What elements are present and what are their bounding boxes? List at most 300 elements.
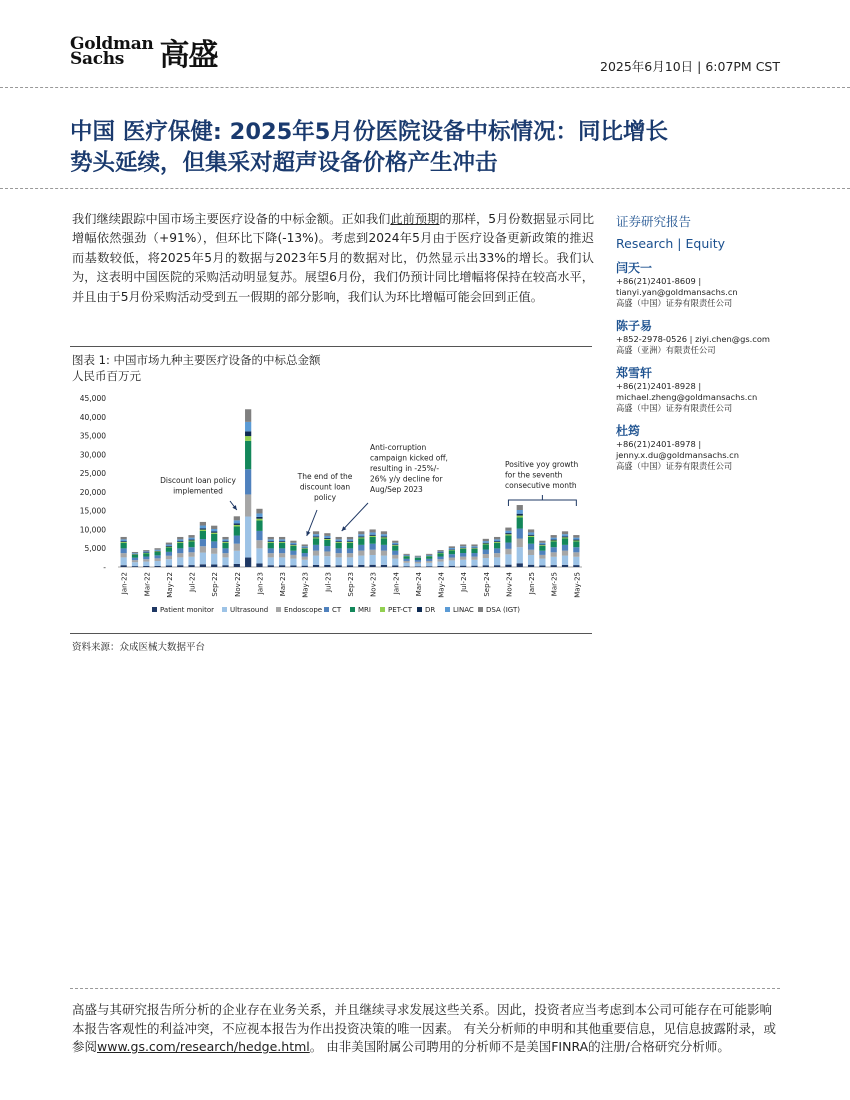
title-divider	[0, 188, 850, 189]
bar-segment	[449, 549, 455, 550]
bar-segment	[415, 556, 421, 557]
bar-segment	[279, 539, 285, 541]
bar-segment	[324, 546, 330, 551]
x-tick-label: Mar-23	[279, 572, 288, 597]
bar-segment	[143, 557, 149, 560]
bar-segment	[381, 531, 387, 534]
y-tick-label: 20,000	[79, 487, 106, 497]
bar-segment	[188, 540, 194, 541]
bar-segment	[290, 545, 296, 546]
bar-segment	[279, 557, 285, 565]
y-tick-label: 45,000	[79, 394, 106, 403]
bar-segment	[358, 536, 364, 537]
bar-segment	[313, 556, 319, 565]
analyst-card	[616, 424, 786, 472]
bar-segment	[449, 546, 455, 548]
bar-segment	[573, 541, 579, 542]
bar-segment	[517, 516, 523, 518]
y-tick-label: 40,000	[79, 412, 106, 422]
bar-segment	[426, 559, 432, 561]
legend-swatch	[445, 607, 450, 612]
bar-segment	[268, 548, 274, 553]
annotation-label: campaign kicked off,	[370, 453, 448, 463]
bar-segment	[222, 542, 228, 543]
analyst-phone: +86(21)2401-8978 |	[616, 439, 702, 449]
bar-segment	[415, 558, 421, 560]
bar-segment	[381, 538, 387, 544]
bar-segment	[505, 528, 511, 531]
annotation-label: policy	[313, 493, 337, 502]
bar-segment	[573, 552, 579, 556]
bar-segment	[188, 565, 194, 567]
bar-segment	[143, 562, 149, 566]
bar-segment	[222, 565, 228, 567]
annotation-label: consecutive month	[505, 481, 577, 490]
x-tick-label: May-25	[573, 572, 582, 598]
bar-segment	[381, 545, 387, 551]
bar-segment	[471, 546, 477, 547]
annotation-label: Discount loan policy	[160, 476, 236, 485]
legend-label: Endoscope	[284, 606, 323, 614]
bar-segment	[336, 542, 342, 543]
bar-segment	[370, 529, 376, 532]
bar-segment	[324, 556, 330, 565]
bar-segment	[562, 551, 568, 556]
bar-segment	[551, 541, 557, 547]
bar-segment	[517, 510, 523, 514]
bar-segment	[415, 562, 421, 564]
bar-segment	[200, 531, 206, 539]
legend-swatch	[478, 607, 483, 612]
y-tick-label: 10,000	[79, 525, 106, 535]
bar-segment	[132, 558, 138, 560]
analyst-email[interactable]: michael.zheng@goldmansachs.cn	[616, 392, 758, 402]
bar-segment	[211, 533, 217, 534]
bar-segment	[517, 514, 523, 516]
bar-segment	[415, 563, 421, 566]
annotation-label: Aug/Sep 2023	[370, 485, 423, 494]
bar-segment	[302, 548, 308, 549]
bar-segment	[302, 566, 308, 567]
bar-segment	[279, 542, 285, 543]
bar-segment	[449, 554, 455, 557]
bar-segment	[483, 541, 489, 543]
analyst-card	[616, 366, 786, 414]
report-type-cn: 证券研究报告	[616, 214, 692, 229]
bar-segment	[302, 549, 308, 553]
bar-segment	[551, 547, 557, 552]
bar-segment	[460, 566, 466, 567]
bar-segment	[528, 535, 534, 536]
bar-segment	[403, 563, 409, 566]
legend-label: Ultrasound	[230, 606, 269, 614]
bar-segment	[505, 554, 511, 564]
bar-segment	[471, 548, 477, 549]
bar-segment	[573, 557, 579, 565]
bar-segment	[562, 534, 568, 536]
bar-segment	[200, 526, 206, 529]
bar-segment	[256, 531, 262, 540]
bar-segment	[324, 551, 330, 556]
bar-segment	[245, 409, 251, 422]
x-tick-label: Mar-25	[550, 572, 559, 597]
summary-text-a: 我们继续跟踪中国市场主要医疗设备的中标金额。正如我们	[72, 212, 391, 226]
x-tick-label: Jul-22	[188, 572, 197, 592]
x-tick-label: Jan-24	[392, 572, 401, 595]
bar-segment	[403, 566, 409, 567]
analyst-entity: 高盛（亚洲）有限责任公司	[616, 345, 716, 355]
legend-label: CT	[332, 606, 342, 614]
x-tick-label: Sep-24	[482, 572, 491, 597]
bar-segment	[483, 539, 489, 541]
bar-segment	[392, 559, 398, 566]
bar-segment	[551, 552, 557, 556]
bar-segment	[268, 557, 274, 565]
bar-segment	[460, 549, 466, 553]
bar-segment	[200, 539, 206, 546]
bar-segment	[358, 537, 364, 538]
bar-segment	[415, 557, 421, 558]
bar-segment	[370, 537, 376, 544]
figure-bottom-rule	[70, 633, 592, 634]
bar-segment	[132, 560, 138, 562]
bar-segment	[347, 557, 353, 565]
bar-segment	[234, 516, 240, 520]
bar-segment	[132, 566, 138, 567]
bar-segment	[483, 543, 489, 544]
bar-segment	[132, 562, 138, 566]
bar-segment	[437, 550, 443, 551]
bar-segment	[505, 534, 511, 535]
bar-segment	[313, 545, 319, 551]
bar-segment	[166, 556, 172, 559]
report-type-en: Research | Equity	[616, 236, 726, 251]
bar-segment	[358, 538, 364, 544]
bar-segment	[200, 564, 206, 567]
annotation-label: Anti-corruption	[370, 443, 427, 452]
bar-segment	[256, 520, 262, 530]
legend-swatch	[380, 607, 385, 612]
summary-paragraph	[72, 210, 594, 307]
bar-segment	[539, 555, 545, 559]
bar-segment	[143, 551, 149, 552]
bar-segment	[121, 557, 127, 565]
x-tick-label: Sep-23	[347, 572, 355, 597]
bar-segment	[483, 544, 489, 545]
annotation-label: The end of the	[297, 472, 353, 481]
bar-segment	[143, 566, 149, 567]
bar-segment	[222, 548, 228, 553]
x-tick-label: Mar-22	[143, 572, 152, 597]
bar-segment	[562, 556, 568, 565]
bar-segment	[528, 529, 534, 532]
analyst-name: 郑雪轩	[616, 366, 653, 380]
bar-segment	[211, 534, 217, 541]
x-tick-label: Nov-22	[233, 572, 242, 597]
bar-segment	[358, 534, 364, 536]
report-title-line1: 中国 医疗保健: 2025年5月份医院设备中标情况：同比增长	[70, 119, 668, 145]
bar-segment	[460, 560, 466, 566]
bar-segment	[234, 526, 240, 535]
bar-segment	[336, 537, 342, 539]
disclaimer-text-b: 。 由非美国附属公司聘用的分析师不是美国FINRA的注册/合格研究分析师。	[309, 1039, 730, 1054]
x-tick-label: May-24	[437, 572, 446, 598]
analyst-email[interactable]: jenny.x.du@goldmansachs.cn	[616, 450, 740, 460]
bar-segment	[302, 544, 308, 546]
bar-segment	[403, 554, 409, 555]
bar-segment	[392, 545, 398, 546]
bar-segment	[302, 557, 308, 560]
bar-segment	[211, 548, 217, 554]
bar-segment	[177, 565, 183, 567]
analyst-card	[616, 261, 786, 309]
bar-segment	[324, 533, 330, 536]
bar-segment	[188, 541, 194, 547]
bar-segment	[121, 537, 127, 539]
bar-segment	[177, 548, 183, 553]
bar-segment	[517, 517, 523, 528]
bar-segment	[256, 513, 262, 516]
analyst-entity: 高盛（中国）证券有限责任公司	[616, 461, 733, 471]
bar-segment	[121, 548, 127, 553]
bar-segment	[302, 546, 308, 547]
bar-segment	[370, 536, 376, 537]
bar-segment	[200, 528, 206, 529]
bar-segment	[211, 565, 217, 567]
stacked-bar-chart	[70, 388, 592, 626]
bar-segment	[121, 541, 127, 542]
bar-segment	[539, 545, 545, 546]
bar-segment	[415, 566, 421, 567]
bar-segment	[336, 543, 342, 548]
bar-segment	[539, 544, 545, 545]
bar-segment	[211, 554, 217, 565]
bar-segment	[234, 551, 240, 564]
bar-segment	[449, 566, 455, 567]
bar-segment	[188, 541, 194, 542]
analyst-phone: +86(21)2401-8609 |	[616, 276, 702, 286]
logo-wordmark	[70, 34, 154, 69]
x-tick-label: Jul-23	[324, 572, 333, 592]
bar-segment	[562, 537, 568, 538]
bar-segment	[245, 517, 251, 558]
bar-segment	[200, 546, 206, 552]
bar-segment	[222, 553, 228, 557]
bar-segment	[132, 553, 138, 554]
bar-segment	[336, 557, 342, 565]
disclosure-link[interactable]: www.gs.com/research/hedge.html	[97, 1039, 310, 1054]
bar-segment	[245, 469, 251, 494]
bar-segment	[211, 531, 217, 532]
bar-segment	[166, 547, 172, 551]
bar-segment	[381, 534, 387, 536]
bar-segment	[177, 557, 183, 565]
report-title-line2: 势头延续，但集采对超声设备价格产生冲击	[70, 150, 498, 176]
bar-segment	[132, 552, 138, 553]
bar-segment	[483, 558, 489, 565]
bar-segment	[471, 553, 477, 557]
bar-segment	[143, 550, 149, 551]
bar-segment	[505, 543, 511, 549]
annotation-label: 26% y/y decline for	[370, 474, 443, 484]
bar-segment	[143, 553, 149, 554]
bar-segment	[290, 546, 296, 551]
bar-segment	[143, 553, 149, 556]
bar-segment	[166, 545, 172, 546]
x-tick-label: Nov-24	[505, 572, 514, 597]
bar-segment	[358, 565, 364, 567]
x-tick-label: Jan-25	[528, 572, 537, 595]
logo-line-goldman: Goldman	[70, 34, 154, 54]
bar-segment	[483, 565, 489, 567]
disclaimer	[72, 1001, 777, 1057]
bar-segment	[539, 543, 545, 545]
bar-segment	[222, 537, 228, 539]
bar-segment	[358, 551, 364, 556]
bar-segment	[132, 555, 138, 558]
bar-segment	[562, 538, 568, 544]
bar-segment	[234, 523, 240, 525]
bar-segment	[471, 557, 477, 560]
summary-text-b: 的那样，5月份数据显示同比增幅依然强劲（+91%），但环比下降(-13%)。考虑到2024年5月由于医疗设备更新政策的推迟而基数较低，将2025年5月的数据与2023年5月的数据对比，仍然显示出33%的增长。我们认为，这表明中国医院的采购活动明显复苏。展望6月份，我们仍预计同比增幅将保持在较高水平，并且由于5月份采购活动受到五一假期的部分影响，我们认为环比增幅可能会回到正值。	[72, 212, 595, 304]
bar-segment	[234, 564, 240, 567]
bar-segment	[177, 542, 183, 543]
bar-segment	[302, 560, 308, 566]
bar-segment	[313, 538, 319, 544]
bar-segment	[313, 537, 319, 538]
annotation-label: Positive yoy growth	[505, 460, 579, 469]
bar-segment	[245, 431, 251, 436]
bar-segment	[437, 552, 443, 553]
bar-segment	[222, 557, 228, 565]
bar-segment	[347, 553, 353, 557]
bar-segment	[347, 543, 353, 548]
bar-segment	[211, 541, 217, 548]
analyst-name: 陈子易	[616, 319, 653, 333]
logo-line-sachs: Sachs	[70, 49, 125, 69]
bar-segment	[177, 553, 183, 557]
bar-segment	[313, 531, 319, 534]
annotation-label: implemented	[173, 486, 223, 496]
bar-segment	[154, 548, 160, 550]
bar-segment	[449, 550, 455, 554]
bar-segment	[370, 565, 376, 567]
analyst-card	[616, 319, 786, 356]
bar-segment	[528, 544, 534, 550]
bar-segment	[200, 522, 206, 526]
bar-segment	[539, 565, 545, 567]
report-datetime: 2025年6月10日 | 6:07PM CST	[600, 59, 780, 74]
bar-segment	[370, 555, 376, 565]
bar-segment	[562, 565, 568, 567]
bar-segment	[471, 566, 477, 567]
analyst-phone: +86(21)2401-8928 |	[616, 381, 702, 391]
bar-segment	[222, 543, 228, 548]
bar-segment	[551, 538, 557, 540]
x-tick-label: Jan-22	[120, 572, 129, 595]
bar-segment	[302, 553, 308, 557]
bar-segment	[426, 556, 432, 558]
bar-segment	[381, 556, 387, 565]
bar-segment	[302, 548, 308, 549]
bar-segment	[517, 529, 523, 539]
bar-segment	[449, 548, 455, 549]
bar-segment	[154, 566, 160, 567]
bar-segment	[313, 536, 319, 537]
bar-segment	[211, 526, 217, 529]
bar-segment	[154, 551, 160, 552]
bar-segment	[188, 538, 194, 540]
bar-segment	[426, 555, 432, 556]
figure-source: 资料来源：众成医械大数据平台	[72, 642, 206, 653]
legend-label: MRI	[358, 606, 371, 614]
bar-segment	[370, 544, 376, 550]
bar-segment	[517, 547, 523, 563]
bar-segment	[494, 557, 500, 565]
x-tick-label: Jul-24	[460, 572, 469, 592]
header-divider	[0, 87, 850, 88]
annotation-label: discount loan	[299, 482, 351, 492]
bar-segment	[290, 544, 296, 545]
bar-segment	[551, 557, 557, 565]
bar-segment	[188, 547, 194, 552]
bar-segment	[290, 541, 296, 543]
bar-segment	[279, 537, 285, 539]
x-tick-label: Sep-22	[211, 572, 220, 597]
bar-segment	[426, 554, 432, 555]
bar-segment	[403, 561, 409, 563]
bar-segment	[403, 555, 409, 556]
bar-segment	[324, 565, 330, 567]
bar-segment	[381, 536, 387, 537]
bar-segment	[494, 548, 500, 553]
bar-segment	[505, 531, 511, 533]
bar-segment	[290, 565, 296, 567]
y-tick-label: 35,000	[79, 431, 106, 441]
bar-segment	[494, 539, 500, 541]
bar-segment	[437, 557, 443, 560]
bar-segment	[234, 525, 240, 527]
bar-segment	[460, 557, 466, 560]
bar-segment	[426, 566, 432, 567]
bar-segment	[268, 537, 274, 539]
bar-segment	[177, 541, 183, 542]
bar-segment	[528, 565, 534, 567]
bar-segment	[166, 566, 172, 567]
y-tick-label: -	[103, 563, 106, 572]
bar-segment	[505, 535, 511, 542]
bar-segment	[539, 541, 545, 543]
bar-segment	[483, 554, 489, 558]
bar-segment	[403, 559, 409, 561]
bar-segment	[381, 565, 387, 567]
legend-swatch	[350, 607, 355, 612]
bar-segment	[528, 537, 534, 544]
bar-segment	[290, 559, 296, 566]
bar-segment	[154, 555, 160, 558]
bar-segment	[370, 535, 376, 536]
bar-segment	[449, 560, 455, 565]
bar-segment	[256, 540, 262, 548]
prior-forecast-link[interactable]: 此前预期	[390, 212, 440, 226]
bar-segment	[234, 544, 240, 551]
bar-segment	[177, 543, 183, 548]
bar-segment	[279, 553, 285, 557]
bar-segment	[381, 551, 387, 556]
analyst-email[interactable]: tianyi.yan@goldmansachs.cn	[616, 287, 738, 297]
bar-segment	[437, 559, 443, 561]
bar-segment	[290, 551, 296, 555]
